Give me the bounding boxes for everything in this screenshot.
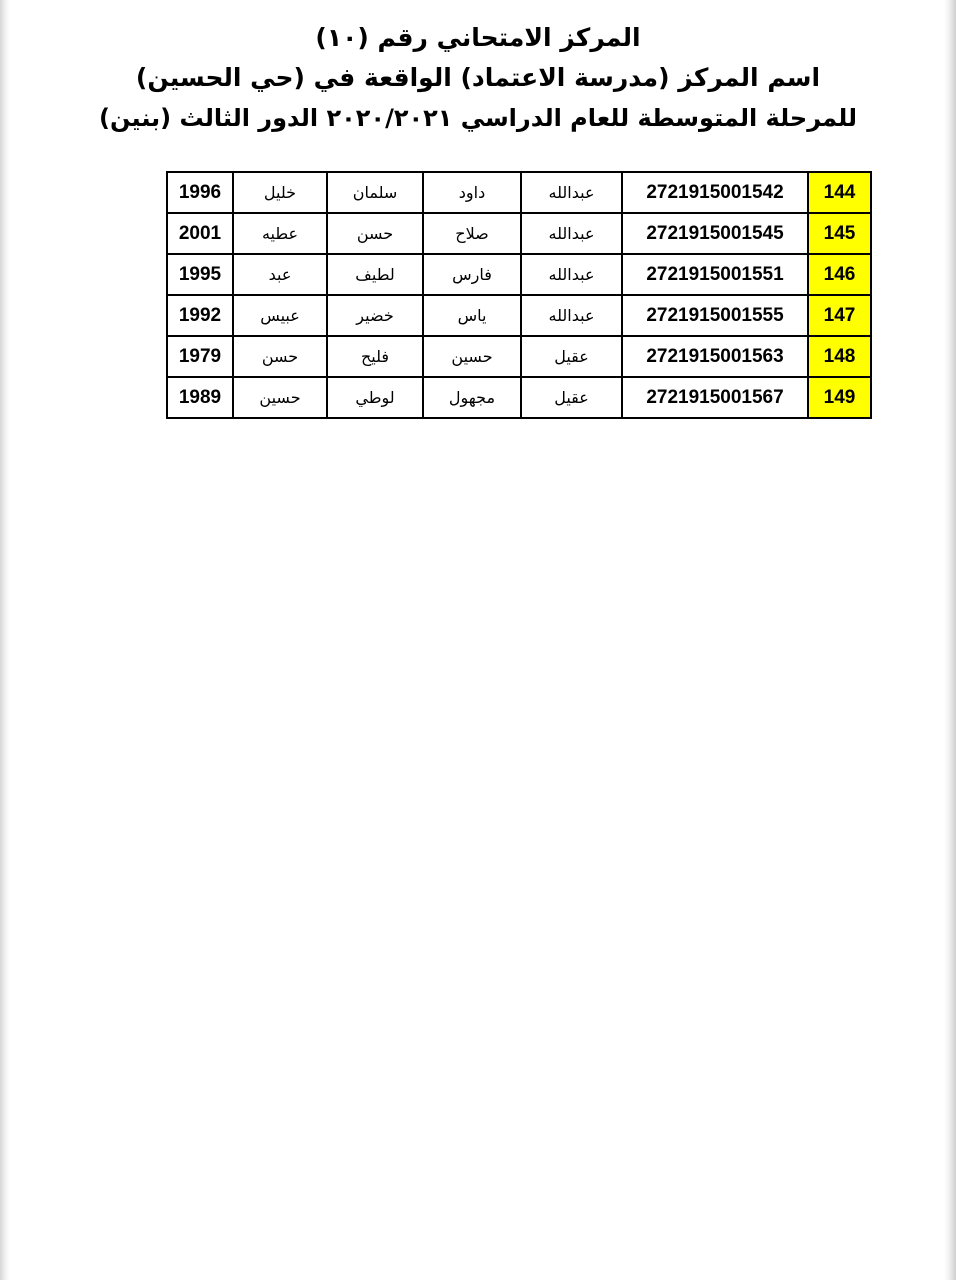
page-edge-right — [944, 0, 956, 1280]
great-grandfather-name-cell: عبيس — [233, 295, 327, 336]
sequence-number-cell: 144 — [808, 172, 871, 213]
great-grandfather-name-cell: حسن — [233, 336, 327, 377]
grandfather-name-cell: سلمان — [327, 172, 423, 213]
father-name-cell: داود — [423, 172, 521, 213]
great-grandfather-name-cell: حسين — [233, 377, 327, 418]
document-header — [0, 18, 956, 138]
student-table — [166, 171, 872, 419]
father-name-cell: حسين — [423, 336, 521, 377]
sequence-number-cell: 145 — [808, 213, 871, 254]
birth-year-cell: 2001 — [167, 213, 233, 254]
grandfather-name-cell: لوطي — [327, 377, 423, 418]
grandfather-name-cell: لطيف — [327, 254, 423, 295]
birth-year-cell: 1989 — [167, 377, 233, 418]
father-name-cell: مجهول — [423, 377, 521, 418]
header-stage-year: للمرحلة المتوسطة للعام الدراسي ٢٠٢٠/٢٠٢١ الدور الثالث (بنين) — [98, 104, 858, 132]
header-title: المركز الامتحاني رقم (١٠) — [315, 23, 641, 52]
exam-id-cell: 2721915001551 — [622, 254, 808, 295]
first-name-cell: عقيل — [521, 336, 622, 377]
birth-year-cell: 1979 — [167, 336, 233, 377]
table-row — [167, 213, 871, 254]
father-name-cell: ياس — [423, 295, 521, 336]
birth-year-cell: 1996 — [167, 172, 233, 213]
exam-id-cell: 2721915001542 — [622, 172, 808, 213]
birth-year-cell: 1995 — [167, 254, 233, 295]
table-row — [167, 336, 871, 377]
exam-id-cell: 2721915001567 — [622, 377, 808, 418]
father-name-cell: صلاح — [423, 213, 521, 254]
sequence-number-cell: 146 — [808, 254, 871, 295]
table-row — [167, 172, 871, 213]
first-name-cell: عبدالله — [521, 213, 622, 254]
table-row — [167, 254, 871, 295]
table-row — [167, 377, 871, 418]
father-name-cell: فارس — [423, 254, 521, 295]
birth-year-cell: 1992 — [167, 295, 233, 336]
first-name-cell: عقيل — [521, 377, 622, 418]
great-grandfather-name-cell: عطيه — [233, 213, 327, 254]
grandfather-name-cell: حسن — [327, 213, 423, 254]
table-row — [167, 295, 871, 336]
exam-id-cell: 2721915001563 — [622, 336, 808, 377]
sequence-number-cell: 147 — [808, 295, 871, 336]
first-name-cell: عبدالله — [521, 254, 622, 295]
great-grandfather-name-cell: خليل — [233, 172, 327, 213]
grandfather-name-cell: خضير — [327, 295, 423, 336]
first-name-cell: عبدالله — [521, 295, 622, 336]
exam-id-cell: 2721915001555 — [622, 295, 808, 336]
grandfather-name-cell: فليح — [327, 336, 423, 377]
sequence-number-cell: 148 — [808, 336, 871, 377]
header-center-name: اسم المركز (مدرسة الاعتماد) الواقعة في (حي الحسين) — [135, 63, 821, 92]
page-edge-left — [0, 0, 10, 1280]
exam-id-cell: 2721915001545 — [622, 213, 808, 254]
first-name-cell: عبدالله — [521, 172, 622, 213]
great-grandfather-name-cell: عبد — [233, 254, 327, 295]
sequence-number-cell: 149 — [808, 377, 871, 418]
